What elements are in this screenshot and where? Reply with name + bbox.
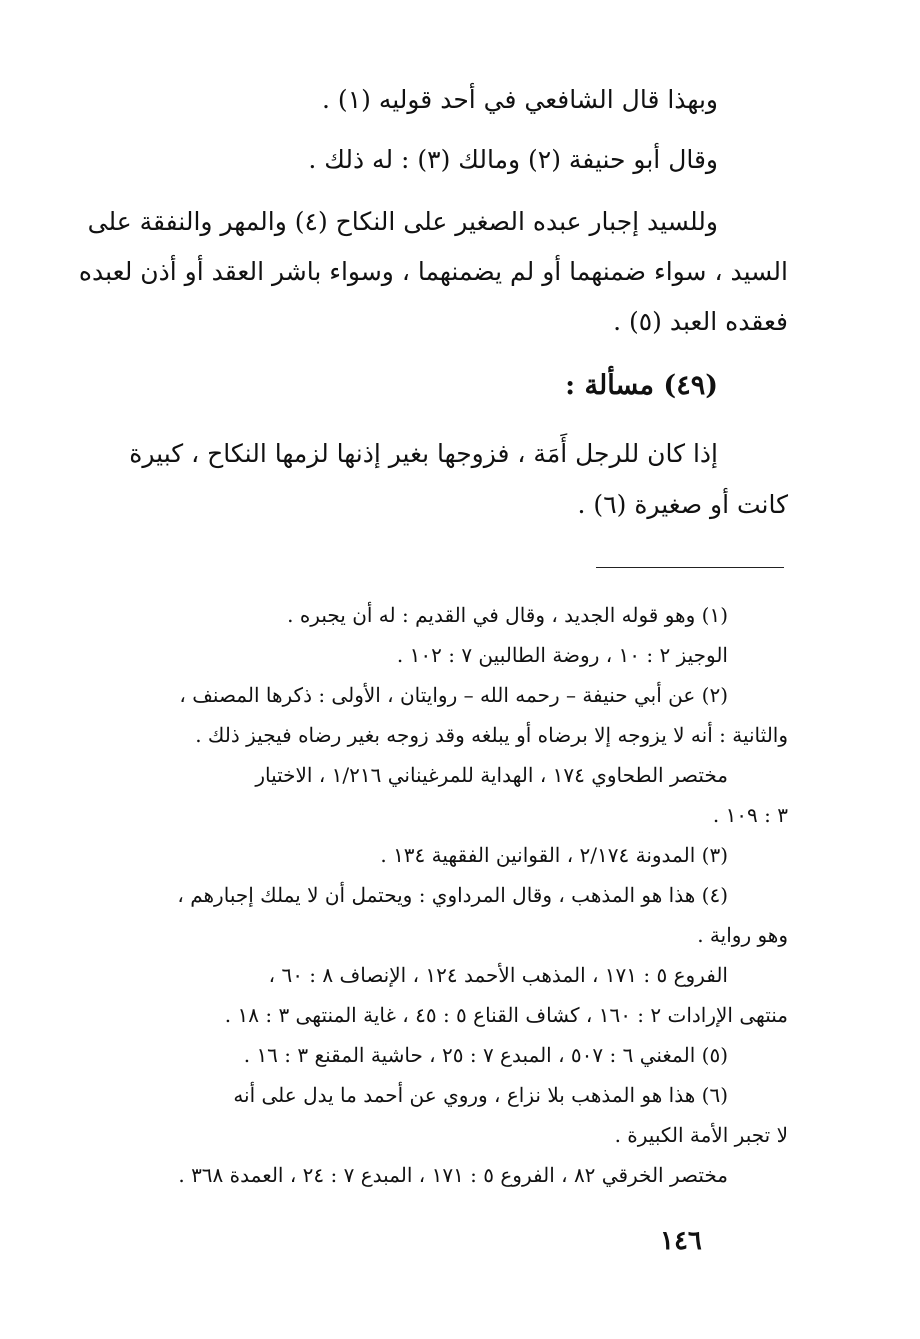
footnote-line-1: (١) وهو قوله الجديد ، وقال في القديم : له أن يجبره . [287, 603, 728, 627]
footnote-separator [596, 567, 784, 568]
footnote-line-7: (٣) المدونة ٢/١٧٤ ، القوانين الفقهية ١٣٤ . [380, 843, 728, 867]
footnote-line-14: لا تجبر الأمة الكبيرة . [614, 1123, 788, 1147]
footnote-line-10: الفروع ٥ : ١٧١ ، المذهب الأحمد ١٢٤ ، الإنصاف ٨ : ٦٠ ، [268, 963, 728, 987]
footnote-line-12: (٥) المغني ٦ : ٥٠٧ ، المبدع ٧ : ٢٥ ، حاشية المقنع ٣ : ١٦ . [243, 1043, 728, 1067]
section-heading: (٤٩) مسألة : [565, 370, 718, 401]
footnote-line-2: الوجيز ٢ : ١٠ ، روضة الطالبين ٧ : ١٠٢ . [396, 643, 728, 667]
footnote-line-6: ٣ : ١٠٩ . [712, 803, 788, 827]
footnote-line-13: (٦) هذا هو المذهب بلا نزاع ، وروي عن أحمد ما يدل على أنه [233, 1083, 728, 1107]
footnote-line-8: (٤) هذا هو المذهب ، وقال المرداوي : ويحتمل أن لا يملك إجبارهم ، [177, 883, 728, 907]
footnote-line-5: مختصر الطحاوي ١٧٤ ، الهداية للمرغيناني ١/٢١٦ ، الاختيار [255, 763, 728, 787]
footnote-line-11: منتهى الإرادات ٢ : ١٦٠ ، كشاف القناع ٥ : ٤٥ ، غاية المنتهى ٣ : ١٨ . [224, 1003, 788, 1027]
body-line-5: فعقده العبد (٥) . [613, 307, 788, 336]
page-number: ١٤٦ [660, 1226, 702, 1256]
footnote-line-9: وهو رواية . [697, 923, 788, 947]
body-line-1: وبهذا قال الشافعي في أحد قوليه (١) . [322, 85, 718, 114]
footnote-line-4: والثانية : أنه لا يزوجه إلا برضاه أو يبلغه وقد زوجه بغير رضاه فيجيز ذلك . [195, 723, 788, 747]
footnote-line-15: مختصر الخرقي ٨٢ ، الفروع ٥ : ١٧١ ، المبدع ٧ : ٢٤ ، العمدة ٣٦٨ . [178, 1163, 728, 1187]
body-line-2: وقال أبو حنيفة (٢) ومالك (٣) : له ذلك . [308, 145, 718, 174]
body-line-3: وللسيد إجبار عبده الصغير على النكاح (٤) والمهر والنفقة على [87, 207, 718, 236]
body-line-4: السيد ، سواء ضمنهما أو لم يضمنهما ، وسواء باشر العقد أو أذن لعبده [78, 257, 788, 286]
body-line-7: كانت أو صغيرة (٦) . [577, 490, 788, 519]
footnote-line-3: (٢) عن أبي حنيفة – رحمه الله – روايتان ، الأولى : ذكرها المصنف ، [179, 683, 728, 707]
body-line-6: إذا كان للرجل أَمَة ، فزوجها بغير إذنها لزمها النكاح ، كبيرة [129, 439, 718, 468]
